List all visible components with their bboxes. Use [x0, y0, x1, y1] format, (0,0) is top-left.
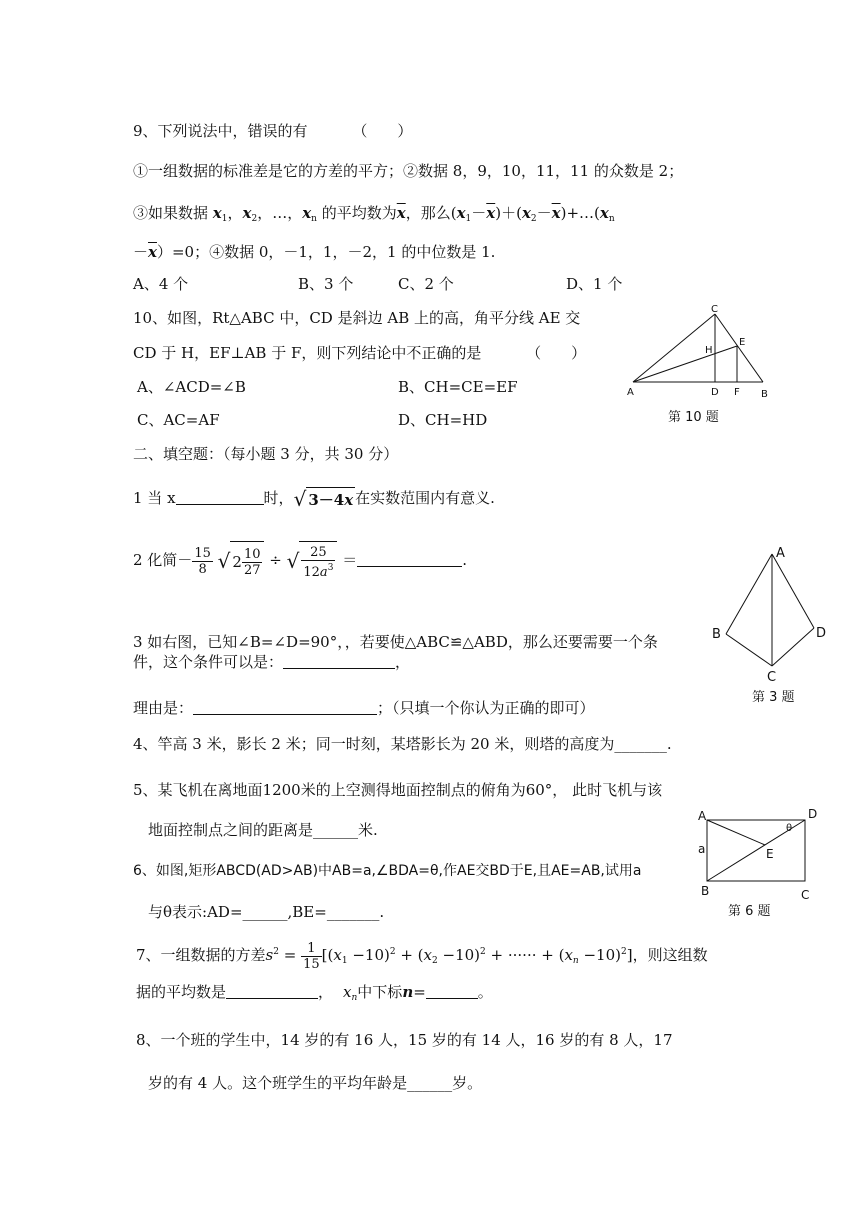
fill-2-a: 2 化简－: [133, 551, 193, 569]
fill-2-b: ÷: [269, 551, 282, 569]
fill-3-line-1: 3 如右图，已知∠B=∠D=90°，，若要使△ABC≌△ABD，那么还要需要一个条: [133, 633, 658, 651]
fill-2-d: .: [462, 551, 467, 569]
fill-5-line-2: 地面控制点之间的距离是______米.: [148, 821, 378, 839]
fill-3-line-3-tail: ；（只填一个你认为正确的即可）: [377, 699, 595, 717]
fill-3-label-c: C: [767, 670, 777, 684]
fill-5-line-1: 5、某飞机在离地面1200米的上空测得地面控制点的俯角为60°， 此时飞机与该: [133, 781, 663, 799]
fill-7-line-2-c: 。: [477, 983, 493, 1001]
fill-7-blank-2: [426, 984, 478, 999]
q10-caption: 第 10 题: [668, 410, 719, 425]
fill-1: 1 当 x 时，√ 3－4x 在实数范围内有意义.: [133, 487, 495, 511]
q10-stem-2-text: CD 于 H，EF⊥AB 于 F，则下列结论中不正确的是: [133, 344, 482, 362]
q9-option-b: B、3 个: [298, 275, 354, 293]
q10-option-b: B、CH=CE=EF: [398, 378, 518, 396]
fill-8-line-2: 岁的有 4 人。这个班学生的平均年龄是______岁。: [148, 1074, 483, 1092]
q10-label-h: H: [705, 345, 713, 356]
fill-3-blank-2: [193, 700, 377, 715]
q10-label-b: B: [761, 389, 768, 400]
q9-option-a: A、4 个: [133, 275, 189, 293]
fill-3-line-2-text: 件，这个条件可以是：: [133, 653, 284, 671]
q10-paren: （ ）: [526, 344, 587, 362]
q9-line2-c: ，那么(: [405, 204, 457, 222]
q9-line2-a: ③如果数据: [133, 204, 209, 222]
fill-7-line-2-b: 中下标: [357, 983, 403, 1001]
q9-paren: （ ）: [352, 122, 413, 140]
fill-3-line-3-text: 理由是：: [133, 699, 194, 717]
fill-6-line-1: 6、如图,矩形ABCD(AD>AB)中AB=a,∠BDA=θ,作AE交BD于E,且AE=AB,试用a: [133, 863, 642, 879]
fill-6-figure: [692, 800, 827, 905]
fill-6-label-e: E: [766, 847, 774, 861]
fill-6-caption: 第 6 题: [728, 904, 771, 919]
fill-6-label-b: B: [701, 884, 710, 898]
q9-line3: $-\overline{x})=0$；④数据 0，－1，1，－2，1 的中位数是 1.: [133, 243, 496, 261]
q9-stem: [133, 121, 412, 141]
q10-label-d: D: [711, 387, 719, 398]
fill-3-figure: [706, 544, 836, 684]
fill-6-label-a: A: [698, 809, 707, 823]
q9-stem-text: 9、下列说法中，错误的有: [133, 122, 308, 140]
fill-7-line-1: 7、一组数据的方差$s^2$ = $\frac{1}{15}$ [$(x_1 -10)^2 + (x_2 -10)^2$ + ······ + $(x_n -10)^2$]，则这组数: [136, 940, 708, 972]
q10-option-a: A、∠ACD=∠B: [137, 378, 246, 396]
fill-1-b: 时，: [263, 489, 294, 507]
q10-label-f: F: [734, 387, 740, 398]
q9-line2: ③如果数据 $x_1$，$x_2$，…，$x_n$ 的平均数为$\overline{x}$，那么$(x_1-\overline{x})+(x_2-\overline{x})+\dots(x_n$: [133, 204, 615, 224]
fill-1-blank: [176, 490, 264, 505]
fill-7-blank-1: [226, 984, 318, 999]
fill-6-label-d: D: [808, 807, 818, 821]
q10-option-d: D、CH=HD: [398, 411, 488, 429]
fill-1-a: 1 当 x: [133, 489, 176, 507]
fill-3-label-b: B: [712, 627, 721, 642]
fill-2-blank: [357, 552, 462, 567]
fill-2-c: ＝: [342, 551, 358, 569]
fill-6-line-2: 与θ表示:AD=______,BE=_______.: [148, 903, 385, 921]
q10-label-e: E: [739, 337, 746, 348]
q9-line1: ①一组数据的标准差是它的方差的平方；②数据 8，9，10，11，11 的众数是 2；: [133, 162, 684, 180]
fill-6-label-side-a: a: [698, 842, 706, 856]
fill-3-label-d: D: [816, 626, 827, 641]
q9-line3-text: ）=0；④数据 0，－1，1，－2，1 的中位数是 1.: [156, 243, 496, 261]
fill-3-caption: 第 3 题: [752, 690, 795, 705]
q9-line2-b: 的平均数为: [321, 204, 397, 222]
fill-6-label-c: C: [801, 888, 810, 902]
fill-3-line-3: [133, 698, 595, 718]
q10-stem-1: 10、如图，Rt△ABC 中，CD 是斜边 AB 上的高，角平分线 AE 交: [133, 309, 581, 327]
fill-2: 2 化简－ $\frac{15}{8}$ √ 2 $\frac{10}{27}$ ÷ √ $\frac{25}{12a^3}$ ＝ .: [133, 540, 467, 582]
q10-figure: [620, 300, 780, 405]
q10-label-a: A: [627, 387, 634, 398]
section-heading: 二、填空题：（每小题 3 分，共 30 分）: [133, 445, 399, 463]
fill-7-line-2-a: 据的平均数是: [136, 983, 227, 1001]
q10-option-c: C、AC=AF: [137, 411, 220, 429]
fill-6-label-theta: θ: [786, 823, 793, 834]
fill-3-blank-1: [283, 654, 395, 669]
q10-stem-2: [133, 343, 586, 363]
q9-option-d: D、1 个: [566, 275, 623, 293]
fill-3-line-2: 件，这个条件可以是： ，: [133, 653, 411, 671]
fill-8-line-1: 8、一个班的学生中，14 岁的有 16 人，15 岁的有 14 人，16 岁的有 8 人，17: [136, 1031, 673, 1049]
fill-3-label-a: A: [776, 546, 785, 561]
q9-option-c: C、2 个: [398, 275, 454, 293]
fill-1-c: 在实数范围内有意义.: [355, 489, 495, 507]
fill-7-line-1-c: ，则这组数: [632, 946, 708, 964]
q10-label-c: C: [711, 304, 718, 315]
fill-7-line-2: 据的平均数是 ， $x_n$中下标n= 。: [136, 983, 493, 1003]
fill-7-line-1-a: 7、一组数据的方差: [136, 946, 266, 964]
fill-4: 4、竿高 3 米，影长 2 米；同一时刻，某塔影长为 20 米，则塔的高度为_______.: [133, 735, 672, 753]
